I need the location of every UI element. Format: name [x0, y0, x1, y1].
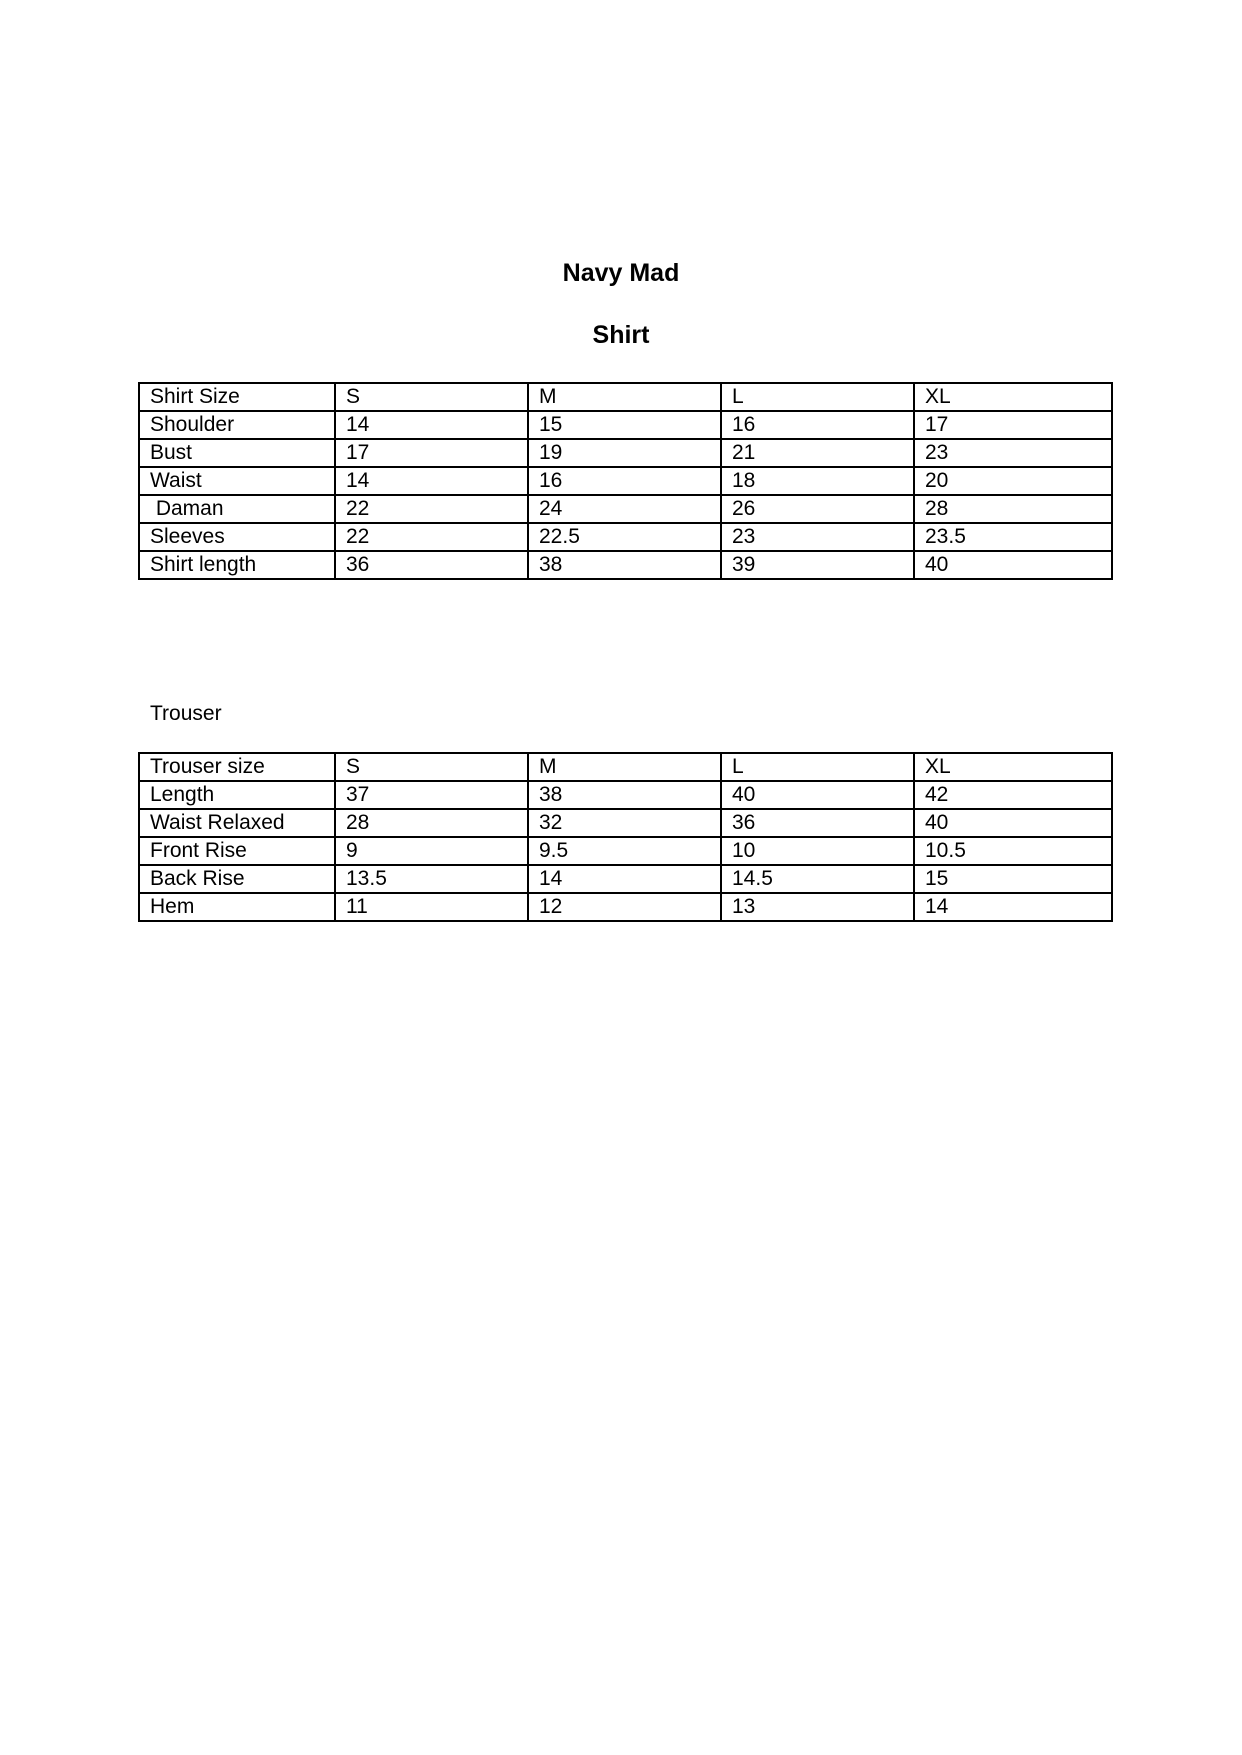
table-cell: 11: [335, 893, 528, 921]
table-cell: 12: [528, 893, 721, 921]
table-cell: 10: [721, 837, 914, 865]
table-cell: 10.5: [914, 837, 1112, 865]
table-cell: 40: [721, 781, 914, 809]
table-cell: 16: [721, 411, 914, 439]
table-cell: L: [721, 753, 914, 781]
table-cell: 15: [914, 865, 1112, 893]
table-row: [139, 781, 1112, 809]
table-cell: XL: [914, 383, 1112, 411]
shirt-size-table: [138, 382, 1113, 580]
table-cell: 17: [335, 439, 528, 467]
table-cell: L: [721, 383, 914, 411]
table-cell: 14: [528, 865, 721, 893]
table-cell: S: [335, 383, 528, 411]
table-cell: 16: [528, 467, 721, 495]
table-cell: 23: [914, 439, 1112, 467]
row-label: Front Rise: [139, 837, 335, 865]
row-label: Bust: [139, 439, 335, 467]
table-cell: M: [528, 383, 721, 411]
table-cell: 40: [914, 809, 1112, 837]
table-cell: 42: [914, 781, 1112, 809]
table-cell: 37: [335, 781, 528, 809]
row-label: Back Rise: [139, 865, 335, 893]
row-label: Waist: [139, 467, 335, 495]
table-cell: 24: [528, 495, 721, 523]
row-label: Shoulder: [139, 411, 335, 439]
table-row: [139, 809, 1112, 837]
table-cell: 15: [528, 411, 721, 439]
table-cell: XL: [914, 753, 1112, 781]
table-cell: 14: [335, 467, 528, 495]
row-label: Trouser size: [139, 753, 335, 781]
row-label: Hem: [139, 893, 335, 921]
table-cell: 22.5: [528, 523, 721, 551]
row-label: Shirt length: [139, 551, 335, 579]
table-row: [139, 467, 1112, 495]
table-row: [139, 411, 1112, 439]
document-title: Navy Mad: [562, 259, 680, 287]
table-row: [139, 893, 1112, 921]
table-cell: 23.5: [914, 523, 1112, 551]
table-row: [139, 523, 1112, 551]
table-row: [139, 865, 1112, 893]
table-cell: 23: [721, 523, 914, 551]
table-cell: 18: [721, 467, 914, 495]
table-cell: 36: [335, 551, 528, 579]
table-cell: 19: [528, 439, 721, 467]
table-cell: M: [528, 753, 721, 781]
table-cell: 17: [914, 411, 1112, 439]
table-cell: 28: [914, 495, 1112, 523]
table-row: [139, 551, 1112, 579]
table-row: [139, 383, 1112, 411]
row-label: Shirt Size: [139, 383, 335, 411]
table-row: [139, 753, 1112, 781]
table-cell: 38: [528, 781, 721, 809]
row-label: Length: [139, 781, 335, 809]
trouser-size-table: [138, 752, 1113, 922]
table-cell: 22: [335, 495, 528, 523]
table-cell: 13.5: [335, 865, 528, 893]
row-label: Daman: [139, 495, 335, 523]
table-cell: 32: [528, 809, 721, 837]
table-row: [139, 837, 1112, 865]
table-cell: 13: [721, 893, 914, 921]
table-row: [139, 495, 1112, 523]
row-label: Waist Relaxed: [139, 809, 335, 837]
table-cell: 36: [721, 809, 914, 837]
table-cell: 9: [335, 837, 528, 865]
table-cell: 14: [335, 411, 528, 439]
table-cell: 9.5: [528, 837, 721, 865]
shirt-heading: Shirt: [592, 321, 650, 349]
trouser-label: Trouser: [150, 702, 222, 725]
table-cell: 21: [721, 439, 914, 467]
row-label: Sleeves: [139, 523, 335, 551]
table-cell: 26: [721, 495, 914, 523]
table-cell: 14.5: [721, 865, 914, 893]
table-cell: S: [335, 753, 528, 781]
table-cell: 39: [721, 551, 914, 579]
table-cell: 38: [528, 551, 721, 579]
table-row: [139, 439, 1112, 467]
table-cell: 40: [914, 551, 1112, 579]
table-cell: 22: [335, 523, 528, 551]
table-cell: 14: [914, 893, 1112, 921]
table-cell: 20: [914, 467, 1112, 495]
table-cell: 28: [335, 809, 528, 837]
